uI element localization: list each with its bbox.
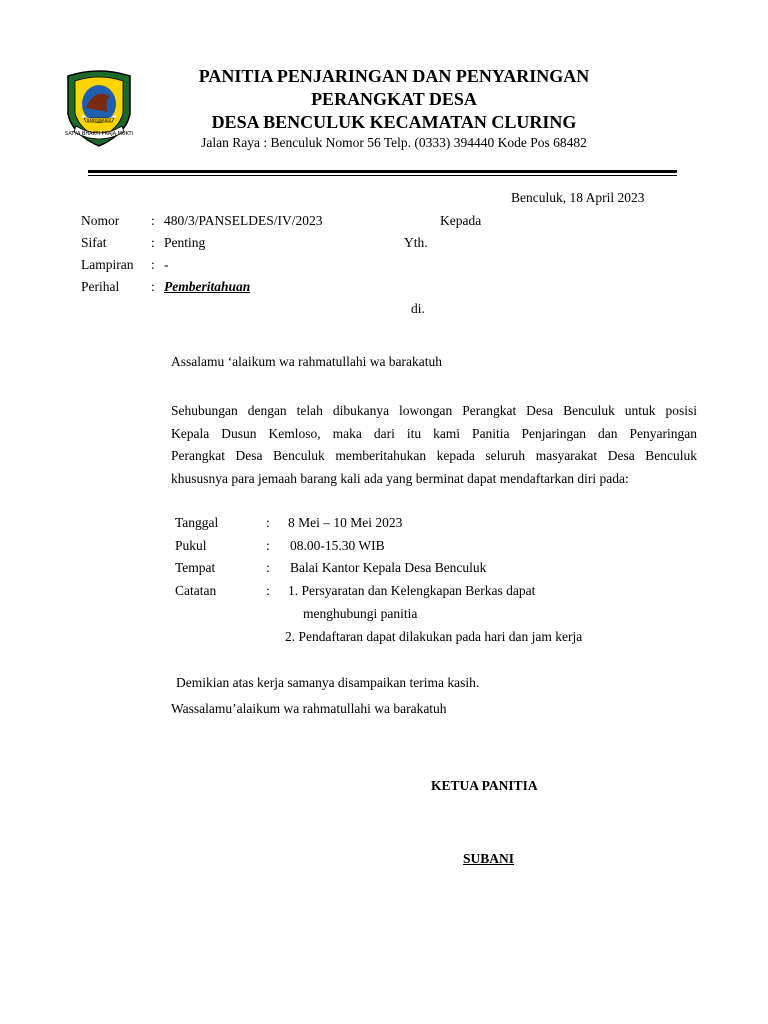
pukul-value: 08.00-15.30 WIB [290,538,385,553]
tempat-colon: : [266,560,270,575]
letterhead-divider-thick [88,170,677,173]
tempat-value: Balai Kantor Kepala Desa Benculuk [290,560,487,575]
catatan-item-1-continued: menghubungi panitia [303,606,418,621]
sifat-colon: : [151,235,155,250]
catatan-label: Catatan [175,583,217,598]
letterhead-line-3: DESA BENCULUK KECAMATAN CLURING [211,112,577,132]
lampiran-colon: : [151,257,155,272]
catatan-colon: : [266,583,270,598]
catatan-item-1: 1. Persyaratan dan Kelengkapan Berkas dapat [288,583,536,598]
tanggal-label: Tanggal [175,515,219,530]
yth-label: Yth. [404,235,428,250]
catatan-item-2: 2. Pendaftaran dapat dilakukan pada hari dan jam kerja [285,629,583,644]
closing-text: Demikian atas kerja samanya disampaikan terima kasih. [176,675,480,690]
signature-title: KETUA PANITIA [431,778,538,793]
body-line: Kepala Dusun Kemloso, maka dari itu kami Panitia Penjaringan dan Penyaringan [171,425,697,441]
tanggal-value: 8 Mei – 10 Mei 2023 [288,515,403,530]
tempat-label: Tempat [175,560,216,575]
letterhead-divider-thin [88,175,677,176]
svg-text:BANYUWANGI: BANYUWANGI [86,118,112,123]
nomor-colon: : [151,213,155,228]
letterhead-line-1: PANITIA PENJARINGAN DAN PENYARINGAN [198,66,590,86]
svg-text:SATYA BHAKTI PRAJA MUKTI: SATYA BHAKTI PRAJA MUKTI [64,131,134,137]
nomor-label: Nomor [81,213,120,228]
greeting: Assalamu ‘alaikum wa rahmatullahi wa barakatuh [171,354,443,369]
kepada-label: Kepada [440,213,482,228]
letterhead-address: Jalan Raya : Benculuk Nomor 56 Telp. (0333) 394440 Kode Pos 68482 [201,135,587,150]
pukul-label: Pukul [175,538,207,553]
lampiran-label: Lampiran [81,257,134,272]
perihal-colon: : [151,279,155,294]
body-line: Sehubungan dengan telah dibukanya lowongan Perangkat Desa Benculuk untuk posisi [171,403,697,418]
lampiran-value: - [164,257,169,272]
farewell-text: Wassalamu’alaikum wa rahmatullahi wa barakatuh [171,701,447,716]
body-paragraph [171,400,697,490]
perihal-value: Pemberitahuan [164,279,251,294]
body-line: khususnya para jemaah barang kali ada yang berminat dapat mendaftarkan diri pada: [171,470,629,486]
nomor-value: 480/3/PANSELDES/IV/2023 [164,213,323,228]
di-label: di. [411,301,425,316]
tanggal-colon: : [266,515,270,530]
sifat-value: Penting [164,235,206,250]
perihal-label: Perihal [81,279,120,294]
sifat-label: Sifat [81,235,107,250]
body-line: Perangkat Desa Benculuk memberitahukan kepada seluruh masyarakat Desa Benculuk [171,448,697,463]
pukul-colon: : [266,538,270,553]
letterhead-line-2: PERANGKAT DESA [311,89,477,109]
letter-date: Benculuk, 18 April 2023 [511,190,645,205]
signature-name: SUBANI [463,851,515,866]
